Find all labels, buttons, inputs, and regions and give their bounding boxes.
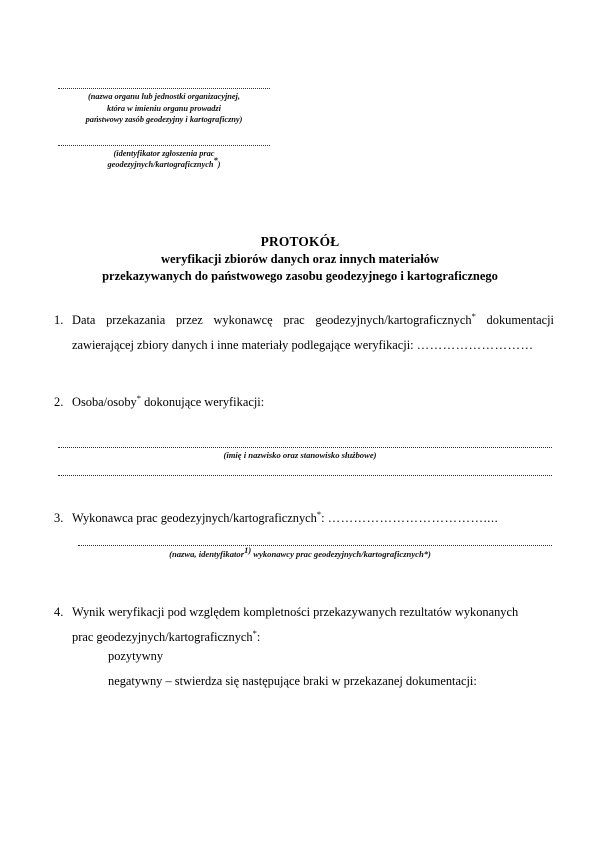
form-item-3-fill-dots[interactable]: ……………………………….... [327, 511, 499, 525]
page-subtitle-line-1: weryfikacji zbiorów danych oraz innych materiałów [160, 251, 440, 266]
header-authority-caption [58, 91, 270, 126]
form-item-4-line-1: Wynik weryfikacji pod względem kompletności przekazywanych rezultatów wykonanych [72, 605, 519, 619]
form-item-3-text-a: Wykonawca prac geodezyjnych/kartograficznych [72, 511, 317, 525]
form-item-1-text-b: dokumentacji [486, 313, 554, 327]
form-item-4-colon: : [256, 630, 261, 644]
form-item-4-text-a: prac geodezyjnych/kartograficznych [72, 630, 253, 644]
form-item-3 [54, 506, 554, 531]
header-identifier-caption-line-1: (identyfikator zgłoszenia prac [113, 148, 215, 158]
page-title: PROTOKÓŁ [260, 234, 340, 249]
form-item-1-body [72, 308, 554, 358]
form-item-3-caption [0, 545, 600, 559]
form-item-3-caption-footnote-ref: 1) [244, 545, 252, 556]
header-identifier-caption [58, 148, 270, 171]
form-item-4-option-negative[interactable]: negatywny – stwierdza się następujące braki w przekazanej dokumentacji: [108, 674, 477, 688]
header-authority-fill-line[interactable] [58, 88, 270, 89]
form-item-2-asterisk: * [136, 392, 141, 403]
form-item-1-fill-dots[interactable]: ……………………… [416, 338, 534, 352]
header-authority-caption-line-2: która w imieniu organu prowadzi [107, 103, 221, 113]
form-item-4-option-positive[interactable]: pozytywny [108, 649, 164, 663]
form-item-1-asterisk: * [471, 310, 476, 321]
form-item-2-fill-line-2[interactable] [58, 475, 552, 476]
form-item-2-line-1 [72, 390, 554, 415]
header-authority-caption-line-1: (nazwa organu lub jednostki organizacyjnej, [88, 92, 240, 101]
form-item-1-text-c: zawierającej zbiory danych i inne materiały podlegające weryfikacji: [72, 338, 414, 352]
document-title-block [0, 233, 600, 286]
form-item-3-asterisk: * [316, 508, 322, 519]
header-identifier-caption-asterisk: * [213, 155, 218, 166]
form-item-1 [54, 308, 554, 358]
form-item-3-body [72, 506, 554, 531]
form-item-2-number: 2. [54, 395, 64, 409]
form-item-4-number: 4. [54, 605, 64, 619]
form-item-2-text-a: Osoba/osoby [72, 395, 137, 409]
form-item-2-fill-line-1[interactable] [58, 447, 552, 448]
form-item-3-number: 3. [54, 511, 64, 525]
form-item-3-line-1 [72, 506, 554, 531]
form-item-2-text-b: dokonujące weryfikacji: [144, 395, 265, 409]
form-item-3-fill-line-2[interactable] [78, 545, 552, 546]
header-identifier-fill-line[interactable] [58, 145, 270, 146]
form-item-4-body [72, 600, 554, 650]
header-identifier-caption-text: geodezyjnych/kartograficznych [107, 160, 214, 169]
header-block [58, 88, 270, 171]
page-subtitle-line-2: przekazywanych do państwowego zasobu geodezyjnego i kartograficznego [102, 269, 498, 283]
form-item-2-body [72, 390, 554, 415]
form-item-1-line-1 [72, 308, 554, 333]
form-item-2-caption: (imię i nazwisko oraz stanowisko służbowe) [223, 450, 377, 460]
form-item-1-number: 1. [54, 313, 64, 327]
form-item-4-asterisk: * [252, 627, 257, 638]
form-item-3-caption-b: wykonawcy prac geodezyjnych/kartograficznych*) [251, 549, 431, 559]
form-item-2 [54, 390, 554, 415]
header-identifier-caption-paren: ) [217, 160, 221, 169]
header-identifier-caption-line-2 [58, 155, 270, 171]
form-item-4 [54, 600, 554, 650]
form-item-3-colon: : [321, 511, 325, 525]
form-item-1-text-a: Data przekazania przez wykonawcę prac geodezyjnych/kartograficznych [72, 313, 472, 327]
form-item-3-caption-a: (nazwa, identyfikator [169, 549, 245, 559]
header-authority-caption-line-3: państwowy zasób geodezyjny i kartograficzny) [85, 115, 243, 124]
form-item-1-line-2 [72, 333, 554, 358]
